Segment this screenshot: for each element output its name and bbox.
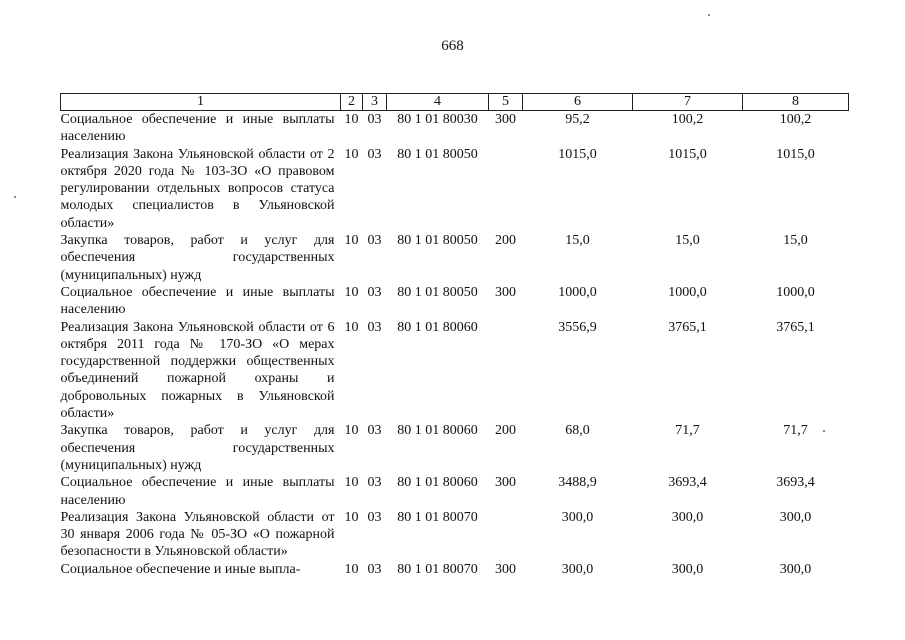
row-name-cell: Реализация Закона Ульяновской области от 2 октября 2020 года № 103-ЗО «О правовом регулировании отдельных вопросов статуса молодых специалистов в Ульяновской области» (60, 146, 335, 231)
scan-speck (14, 196, 16, 198)
row-cell-col-7: 100,2 (671, 112, 704, 127)
row-cell-col-3: 03 (367, 146, 382, 162)
row-cell-col-6: 15,0 (565, 233, 590, 249)
row-cell-col-8: 100,2 (779, 112, 812, 127)
row-cell-col-8: 15,0 (783, 233, 808, 249)
row-cell-col-8: 3765,1 (776, 319, 815, 335)
row-cell-col-8: 3693,4 (776, 475, 815, 491)
table-row (61, 111, 849, 146)
row-cell-col-8: 1015,0 (776, 146, 815, 162)
row-cell-col-6: 300,0 (561, 509, 594, 525)
header-col-5: 5 (489, 94, 523, 111)
row-cell-col-6: 300,0 (561, 561, 594, 577)
row-cell-col-5 (489, 319, 523, 423)
header-col-7: 7 (633, 94, 743, 111)
row-cell-col-2: 10 (344, 284, 359, 300)
row-cell-col-5: 200 (495, 233, 516, 249)
row-cell-col-6: 3488,9 (558, 475, 597, 491)
row-cell-col-8: 71,7 (783, 423, 808, 439)
table-row (61, 509, 849, 561)
row-cell-col-5 (489, 509, 523, 561)
row-name-cell: Закупка товаров, работ и услуг для обеспечения государственных (муниципальных) нужд (60, 233, 335, 283)
row-cell-col-2: 10 (344, 423, 359, 439)
row-cell-col-3: 03 (367, 112, 382, 127)
budget-table (60, 93, 849, 578)
row-name-cell: Реализация Закона Ульяновской области от 6 октября 2011 года № 170-ЗО «О мерах государственной поддержки общественных объединений пожарной охраны и добровольных пожарных в Ульяновской области» (60, 319, 335, 422)
row-cell-col-6: 68,0 (565, 423, 590, 439)
row-cell-col-5: 300 (495, 284, 516, 300)
row-cell-col-5 (489, 146, 523, 232)
row-cell-col-2: 10 (344, 561, 359, 577)
table-header-row (61, 94, 849, 111)
row-name-cell: Социальное обеспечение и иные выплаты населению (60, 112, 335, 145)
table-row (61, 284, 849, 319)
row-cell-col-6: 1000,0 (558, 284, 597, 300)
row-cell-col-6: 3556,9 (558, 319, 597, 335)
row-name-cell: Реализация Закона Ульяновской области от 30 января 2006 года № 05-ЗО «О пожарной безопасности в Ульяновской области» (60, 509, 335, 560)
row-cell-col-4: 80 1 01 80070 (397, 561, 478, 577)
header-col-4: 4 (387, 94, 489, 111)
row-cell-col-4: 80 1 01 80060 (397, 319, 478, 335)
row-cell-col-7: 1000,0 (668, 284, 707, 300)
row-cell-col-2: 10 (344, 475, 359, 491)
page-number: 668 (441, 38, 464, 54)
row-cell-col-4: 80 1 01 80070 (397, 509, 478, 525)
row-cell-col-3: 03 (367, 284, 382, 300)
row-cell-col-2: 10 (344, 112, 359, 127)
row-name-cell: Закупка товаров, работ и услуг для обеспечения государственных (муниципальных) нужд (60, 423, 335, 473)
header-col-8: 8 (743, 94, 849, 111)
row-cell-col-7: 3693,4 (668, 475, 707, 491)
row-cell-col-3: 03 (367, 475, 382, 491)
row-cell-col-5: 300 (495, 112, 516, 127)
row-name-cell: Социальное обеспечение и иные выплаты населению (60, 284, 335, 318)
row-cell-col-7: 15,0 (675, 233, 700, 249)
row-cell-col-7: 300,0 (671, 509, 704, 525)
row-cell-col-4: 80 1 01 80050 (397, 284, 478, 300)
scan-speck (708, 14, 710, 16)
row-cell-col-3: 03 (367, 233, 382, 249)
row-name-cell: Социальное обеспечение и иные выплаты населению (60, 475, 335, 508)
header-col-2: 2 (341, 94, 363, 111)
row-cell-col-4: 80 1 01 80060 (397, 423, 478, 439)
table-row (61, 232, 849, 284)
row-cell-col-2: 10 (344, 146, 359, 162)
row-name-cell: Социальное обеспечение и иные выпла- (60, 561, 301, 577)
row-cell-col-4: 80 1 01 80060 (397, 475, 478, 491)
table-row (61, 422, 849, 474)
row-cell-col-7: 1015,0 (668, 146, 707, 162)
header-col-1: 1 (61, 94, 341, 111)
row-cell-col-5: 300 (495, 475, 516, 491)
row-cell-col-8: 300,0 (779, 509, 812, 525)
header-col-6: 6 (523, 94, 633, 111)
table-row (61, 319, 849, 423)
row-cell-col-2: 10 (344, 319, 359, 335)
row-cell-col-7: 71,7 (675, 423, 700, 439)
row-cell-col-2: 10 (344, 233, 359, 249)
table-row (61, 561, 849, 578)
row-cell-col-4: 80 1 01 80050 (397, 233, 478, 249)
row-cell-col-7: 300,0 (671, 561, 704, 577)
row-cell-col-4: 80 1 01 80030 (397, 112, 478, 127)
row-cell-col-3: 03 (367, 509, 382, 525)
scan-speck (823, 430, 825, 432)
row-cell-col-3: 03 (367, 561, 382, 577)
row-cell-col-3: 03 (367, 319, 382, 335)
table-body (61, 111, 849, 579)
row-cell-col-8: 1000,0 (776, 284, 815, 300)
table-row (61, 474, 849, 509)
row-cell-col-7: 3765,1 (668, 319, 707, 335)
row-cell-col-3: 03 (367, 423, 382, 439)
row-cell-col-4: 80 1 01 80050 (397, 146, 478, 162)
row-cell-col-8: 300,0 (779, 561, 812, 577)
row-cell-col-6: 95,2 (565, 112, 590, 127)
row-cell-col-5: 300 (495, 561, 516, 577)
table-row (61, 146, 849, 232)
row-cell-col-2: 10 (344, 509, 359, 525)
row-cell-col-6: 1015,0 (558, 146, 597, 162)
header-col-3: 3 (363, 94, 387, 111)
row-cell-col-5: 200 (495, 423, 516, 439)
